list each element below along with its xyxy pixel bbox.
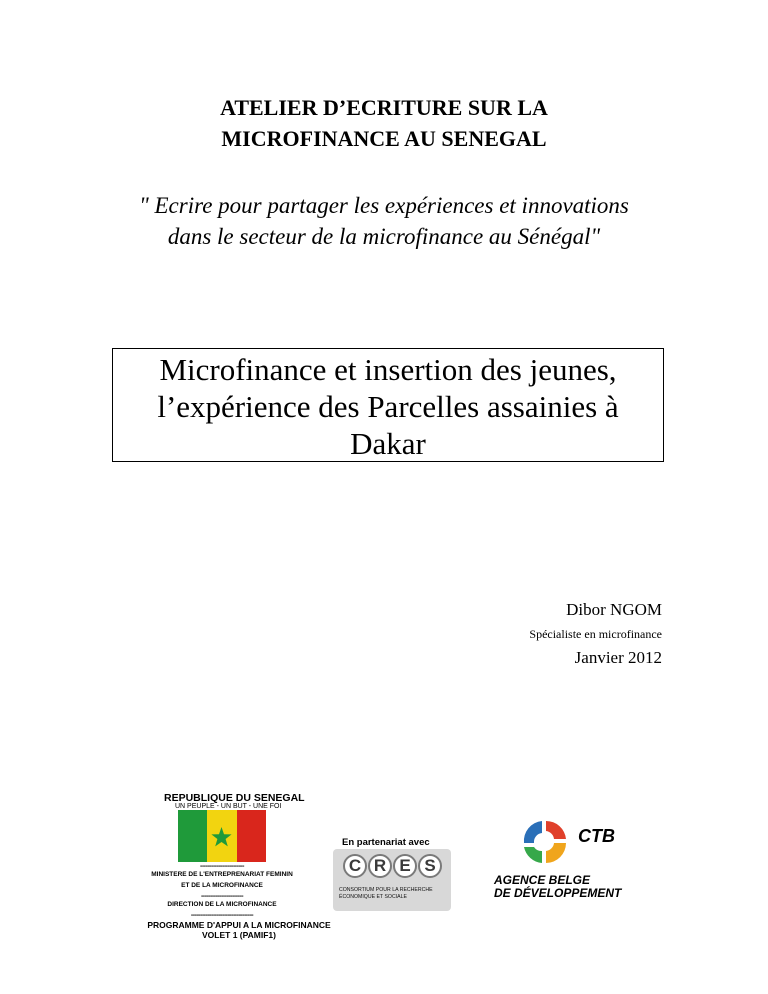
title-line-2: MICROFINANCE AU SENEGAL xyxy=(221,126,547,151)
flag-red-band xyxy=(237,810,266,862)
partnership-label: En partenariat avec xyxy=(342,837,430,848)
ctb-agency-line-1: AGENCE BELGE xyxy=(494,873,591,887)
author-name: Dibor NGOM xyxy=(566,600,662,619)
subtitle-line-2: dans le secteur de la microfinance au Sénégal" xyxy=(167,224,601,249)
ctb-emblem-icon xyxy=(516,813,572,867)
publication-date: Janvier 2012 xyxy=(574,648,662,667)
flag-green-band xyxy=(178,810,207,862)
cres-subtitle-line-1: CONSORTIUM POUR LA RECHERCHE xyxy=(339,887,433,893)
cres-logo xyxy=(333,849,451,911)
cres-letter-c: C xyxy=(343,854,367,878)
separator-1: ------------------------ xyxy=(200,863,244,870)
cres-letter-r: R xyxy=(368,854,392,878)
cres-letter-s: S xyxy=(418,854,442,878)
cres-subtitle-line-2: ÉCONOMIQUE ET SOCIALE xyxy=(339,894,407,900)
ministry-line-1: MINISTERE DE L'ENTREPRENARIAT FEMININ xyxy=(151,871,293,878)
senegal-flag xyxy=(178,810,266,862)
direction-label: DIRECTION DE LA MICROFINANCE xyxy=(167,901,277,908)
separator-2: ----------------------- xyxy=(200,893,244,900)
main-title-line-3: Dakar xyxy=(350,426,426,461)
star-icon xyxy=(207,810,236,862)
main-title-box xyxy=(112,348,664,462)
ctb-agency-line-2: DE DÉVELOPPEMENT xyxy=(494,886,622,900)
flag-yellow-band xyxy=(207,810,236,862)
motto-label: UN PEUPLE - UN BUT - UNE FOI xyxy=(175,803,282,810)
ministry-line-2: ET DE LA MICROFINANCE xyxy=(181,882,263,889)
document-subtitle xyxy=(0,190,768,252)
programme-label: PROGRAMME D'APPUI A LA MICROFINANCE xyxy=(147,920,331,930)
author-role: Spécialiste en microfinance xyxy=(529,627,662,641)
volet-label: VOLET 1 (PAMIF1) xyxy=(202,930,276,940)
republic-label: REPUBLIQUE DU SENEGAL xyxy=(164,792,305,804)
cres-subtitle xyxy=(339,887,445,901)
title-line-1: ATELIER D’ECRITURE SUR LA xyxy=(220,95,548,120)
document-title xyxy=(0,92,768,154)
subtitle-line-1: " Ecrire pour partager les expériences et innovations xyxy=(139,193,629,218)
cres-letter-e: E xyxy=(393,854,417,878)
main-title-line-2: l’expérience des Parcelles assainies à xyxy=(157,389,619,424)
separator-3: ---------------------------------- xyxy=(190,912,254,919)
ctb-agency-name xyxy=(494,874,621,900)
main-title-line-1: Microfinance et insertion des jeunes, xyxy=(159,352,617,387)
ctb-acronym: CTB xyxy=(578,826,615,846)
